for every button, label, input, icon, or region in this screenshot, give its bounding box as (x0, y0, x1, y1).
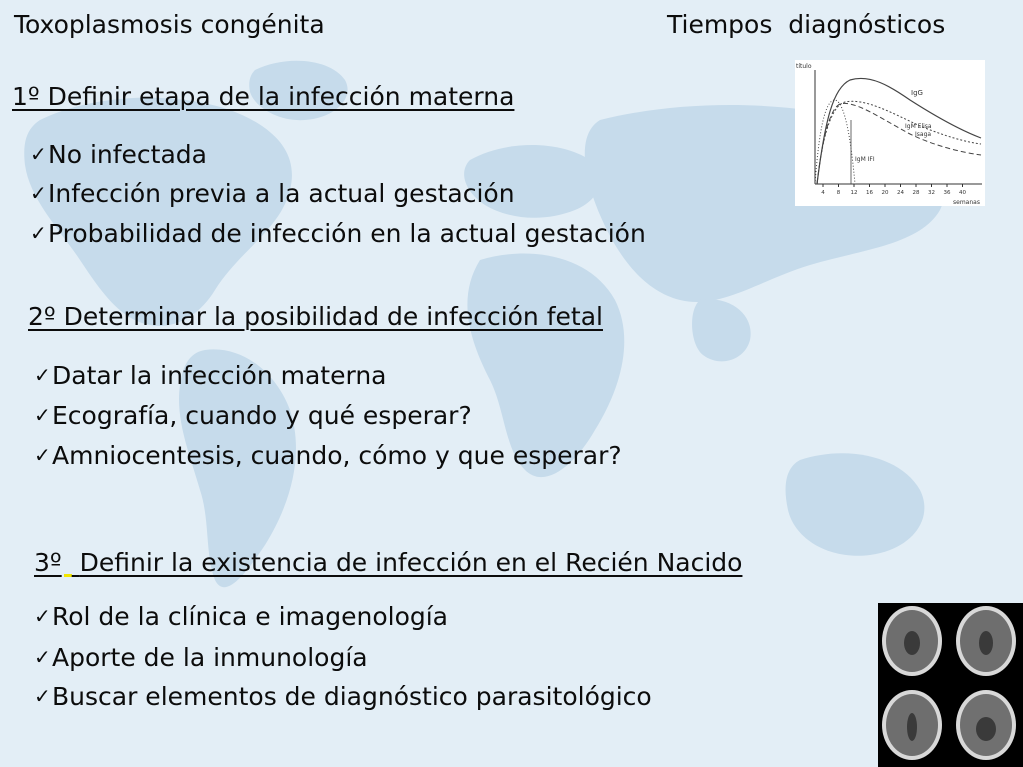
x-tick-label: 36 (943, 190, 951, 196)
checkmark-icon: ✓ (34, 363, 51, 387)
checkmark-icon: ✓ (30, 142, 47, 166)
list-item (34, 361, 387, 390)
igm-ifi-label: IgM IFI (855, 156, 875, 163)
section-3-heading (34, 548, 742, 577)
x-tick-label: 40 (959, 190, 966, 196)
x-tick-label: 28 (912, 190, 920, 196)
list-item (34, 602, 448, 631)
checkmark-icon: ✓ (34, 645, 51, 669)
checkmark-icon: ✓ (34, 403, 51, 427)
x-axis-label: semanas (953, 199, 980, 206)
list-item (30, 179, 515, 208)
checkmark-icon: ✓ (34, 684, 51, 708)
list-item-label: Amniocentesis, cuando, cómo y que esperar? (52, 441, 622, 470)
igg-label: IgG (911, 89, 923, 97)
list-item (34, 643, 368, 672)
list-item-label: Buscar elementos de diagnóstico parasitológico (52, 682, 652, 711)
checkmark-icon: ✓ (30, 181, 47, 205)
list-item (34, 441, 622, 470)
x-tick-label: 4 (821, 190, 825, 196)
checkmark-icon: ✓ (34, 443, 51, 467)
list-item-label: Infección previa a la actual gestación (48, 179, 515, 208)
ct-slice (882, 606, 942, 676)
ct-scan-images (878, 603, 1023, 767)
section-1-heading: 1º Definir etapa de la infección materna (12, 82, 515, 111)
list-item (30, 140, 207, 169)
list-item-label: No infectada (48, 140, 207, 169)
list-item-label: Datar la infección materna (52, 361, 387, 390)
x-tick-label: 16 (866, 190, 873, 196)
list-item-label: Probabilidad de infección en la actual gestación (48, 219, 646, 248)
checkmark-icon: ✓ (34, 604, 51, 628)
x-tick-label: 8 (836, 190, 841, 196)
highlight-mark (64, 574, 72, 577)
list-item (34, 401, 472, 430)
list-item (34, 682, 652, 711)
list-item-label: Ecografía, cuando y qué esperar? (52, 401, 472, 430)
x-tick-label: 20 (881, 190, 889, 196)
ct-slice (882, 690, 942, 760)
x-tick-label: 12 (850, 190, 858, 196)
list-item-label: Aporte de la inmunología (52, 643, 368, 672)
list-item (30, 219, 646, 248)
y-axis-label: título (796, 63, 812, 70)
antibody-kinetics-figure (795, 60, 985, 206)
section-2-heading: 2º Determinar la posibilidad de infección fetal (28, 302, 603, 331)
section-3-number: 3º (34, 548, 62, 577)
slide-title: Toxoplasmosis congénita (14, 10, 325, 39)
list-item-label: Rol de la clínica e imagenología (52, 602, 448, 631)
section-3-heading-text: Definir la existencia de infección en el Recién Nacido (79, 548, 743, 577)
igm-elisa-label: IgM Elisa (905, 123, 932, 130)
ct-slice (956, 606, 1016, 676)
x-tick-label: 24 (897, 190, 904, 196)
slide-subtitle: Tiempos diagnósticos (667, 10, 946, 39)
checkmark-icon: ✓ (30, 221, 47, 245)
x-tick-label: 32 (928, 190, 935, 196)
isaga-label: Isaga (915, 131, 932, 138)
ct-slice (956, 690, 1016, 760)
